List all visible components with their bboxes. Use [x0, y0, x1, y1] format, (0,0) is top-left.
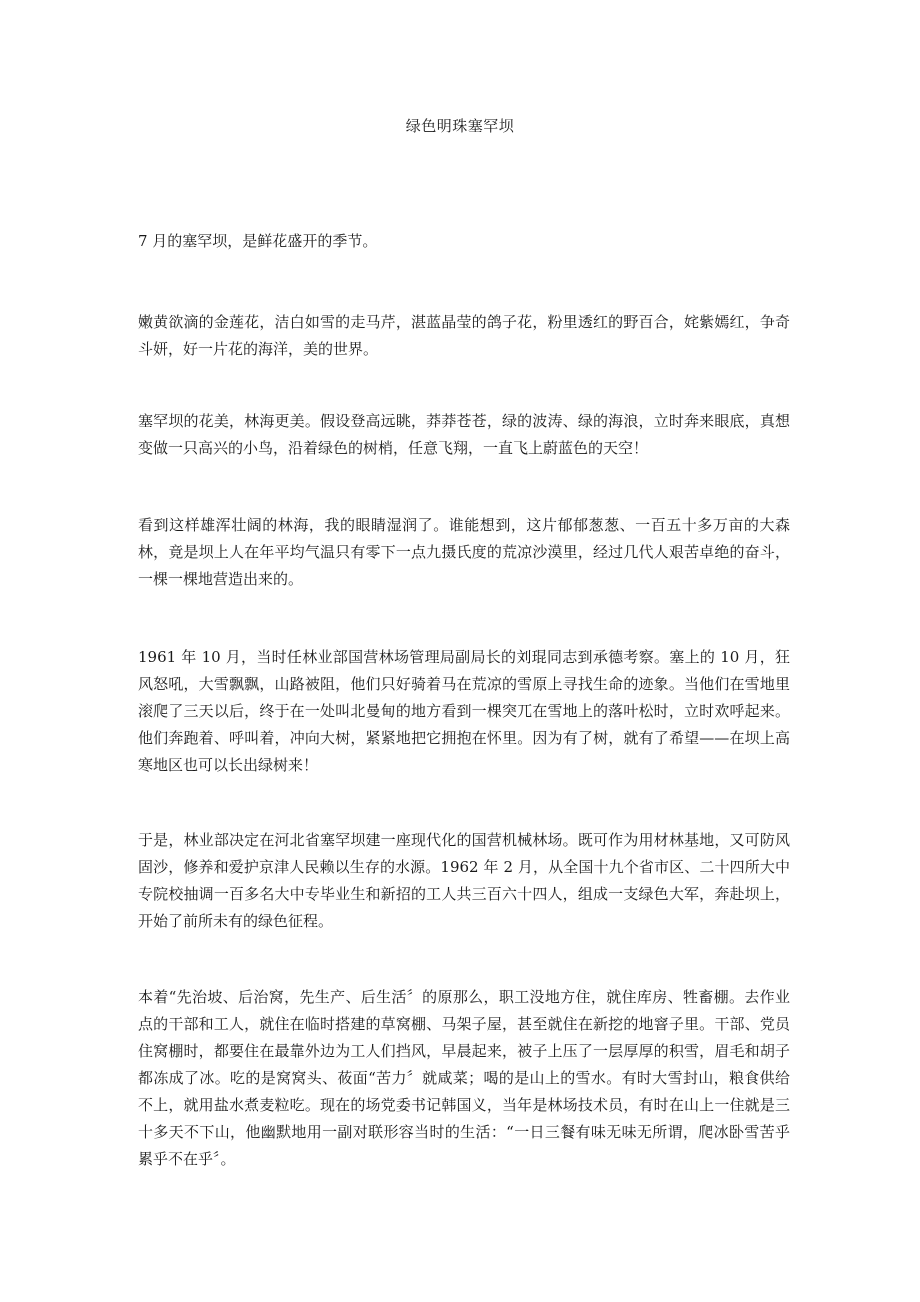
paragraph-3: 塞罕坝的花美，林海更美。假设登高远眺，莽莽苍苍，绿的波涛、绿的海浪，立时奔来眼底，真想变做一只高兴的小鸟，沿着绿色的树梢，任意飞翔，一直飞上蔚蓝色的天空！ [138, 412, 790, 457]
paragraph-5: 1961 年 10 月，当时任林业部国营林场管理局副局长的刘琨同志到承德考察。塞上的 10 月，狂风怒吼，大雪飘飘，山路被阻，他们只好骑着马在荒凉的雪原上寻找生命的迹象。当他们在雪地里滚爬了三天以后，终于在一处叫北曼甸的地方看到一棵突兀在雪地上的落叶松时，立时欢呼起来。他们奔跑着、呼叫着，冲向大树，紧紧地把它拥抱在怀里。因为有了树，就有了希望——在坝上高寒地区也可以长出绿树来！ [138, 648, 790, 774]
paragraph-4: 看到这样雄浑壮阔的林海，我的眼睛湿润了。谁能想到，这片郁郁葱葱、一百五十多万亩的大森林，竟是坝上人在年平均气温只有零下一点九摄氏度的荒凉沙漠里，经过几代人艰苦卓绝的奋斗，一棵一棵地营造出来的。 [138, 516, 790, 588]
paragraph-2: 嫩黄欲滴的金莲花，洁白如雪的走马芹，湛蓝晶莹的鸽子花，粉里透红的野百合，姹紫嫣红，争奇斗妍，好一片花的海洋，美的世界。 [138, 313, 790, 358]
paragraph-7: 本着“先治坡、后治窝，先生产、后生活〞的原那么，职工没地方住，就住库房、牲畜棚。去作业点的干部和工人，就住在临时搭建的草窝棚、马架子屋，甚至就住在新挖的地窨子里。干部、党员住窝棚时，都要住在最靠外边为工人们挡风，早晨起来，被子上压了一层厚厚的积雪，眉毛和胡子都冻成了冰。吃的是窝窝头、莜面“苦力〞就咸菜；喝的是山上的雪水。有时大雪封山，粮食供给不上，就用盐水煮麦粒吃。现在的场党委书记韩国义，当年是林场技术员，有时在山上一住就是三十多天不下山，他幽默地用一副对联形容当时的生活：“一日三餐有味无味无所谓，爬冰卧雪苦乎累乎不在乎〞。 [138, 988, 790, 1168]
paragraph-1: 7 月的塞罕坝，是鲜花盛开的季节。 [138, 232, 378, 250]
paragraph-6: 于是，林业部决定在河北省塞罕坝建一座现代化的国营机械林场。既可作为用材林基地，又可防风固沙，修养和爱护京津人民赖以生存的水源。1962 年 2 月，从全国十九个省市区、二十四所大中专院校抽调一百多名大中专毕业生和新招的工人共三百六十四人，组成一支绿色大军，奔赴坝上，开始了前所未有的绿色征程。 [138, 831, 790, 930]
document-title: 绿色明珠塞罕坝 [405, 117, 515, 135]
